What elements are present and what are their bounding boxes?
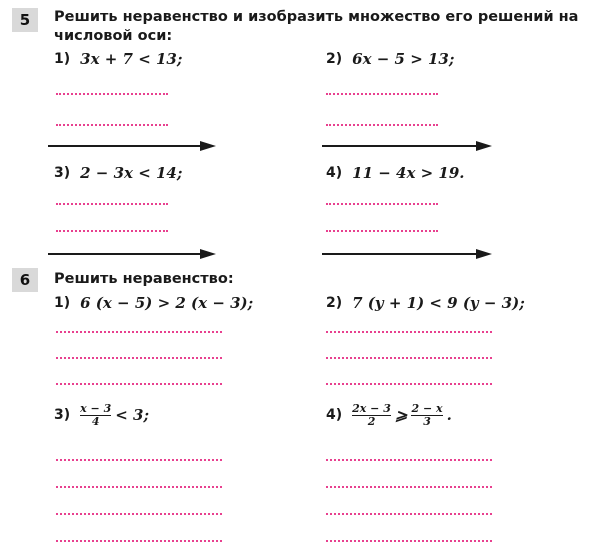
numerator: 2 − x <box>411 401 443 415</box>
item-number: 4) <box>326 407 343 423</box>
task-5-number: 5 <box>12 8 38 32</box>
inequality-rest: < 3; <box>115 406 149 424</box>
inequality: 7 (y + 1) < 9 (y − 3); <box>352 294 525 312</box>
number-axis <box>48 139 218 153</box>
task-6-number: 6 <box>12 268 38 292</box>
answer-line <box>326 540 492 542</box>
denominator: 2 <box>367 414 376 428</box>
numerator: 2x − 3 <box>352 401 391 415</box>
answer-line <box>56 383 222 385</box>
fraction <box>80 403 111 428</box>
denominator: 3 <box>423 414 431 428</box>
answer-line <box>56 124 168 126</box>
inequality: 11 − 4x > 19. <box>352 164 465 182</box>
answer-line <box>56 459 222 461</box>
answer-line <box>326 513 492 515</box>
answer-line <box>56 486 222 488</box>
answer-line <box>56 93 168 95</box>
inequality-rest: . <box>446 406 452 424</box>
answer-line <box>56 357 222 359</box>
task-5-item-2 <box>326 50 454 68</box>
task-6-item-4 <box>326 398 452 432</box>
answer-line <box>326 486 492 488</box>
fraction-left <box>352 403 391 428</box>
answer-line <box>326 93 438 95</box>
answer-line <box>326 459 492 461</box>
answer-line <box>326 230 438 232</box>
answer-line <box>326 383 492 385</box>
task-6-item-3 <box>54 398 149 432</box>
fraction-right <box>411 403 442 428</box>
task-6-item-2 <box>326 294 525 312</box>
item-number: 4) <box>326 165 343 181</box>
task-6-item-1 <box>54 294 253 312</box>
answer-line <box>56 513 222 515</box>
item-number: 1) <box>54 51 71 67</box>
number-axis <box>322 247 494 261</box>
denominator: 4 <box>91 414 100 428</box>
numerator: x − 3 <box>80 401 112 415</box>
answer-line <box>326 203 438 205</box>
item-number: 2) <box>326 51 343 67</box>
item-number: 3) <box>54 165 71 181</box>
item-number: 1) <box>54 295 71 311</box>
inequality: 6 (x − 5) > 2 (x − 3); <box>80 294 254 312</box>
inequality: 6x − 5 > 13; <box>352 50 455 68</box>
relation-sign: ⩾ <box>394 406 408 424</box>
task-5-item-4 <box>326 164 465 182</box>
answer-line <box>56 230 168 232</box>
item-number: 3) <box>54 407 71 423</box>
answer-line <box>326 331 492 333</box>
number-axis <box>322 139 494 153</box>
inequality: 2 − 3x < 14; <box>80 164 183 182</box>
number-axis <box>48 247 218 261</box>
answer-line <box>326 124 438 126</box>
item-number: 2) <box>326 295 343 311</box>
answer-line <box>56 203 168 205</box>
inequality: 3x + 7 < 13; <box>80 50 183 68</box>
task-5-item-1 <box>54 50 182 68</box>
answer-line <box>326 357 492 359</box>
task-6-prompt: Решить неравенство: <box>54 271 234 287</box>
task-5-item-3 <box>54 164 182 182</box>
task-5-prompt-line2: числовой оси: <box>54 28 173 44</box>
answer-line <box>56 540 222 542</box>
answer-line <box>56 331 222 333</box>
task-5-prompt-line1: Решить неравенство и изобразить множество его решений на <box>54 9 579 25</box>
